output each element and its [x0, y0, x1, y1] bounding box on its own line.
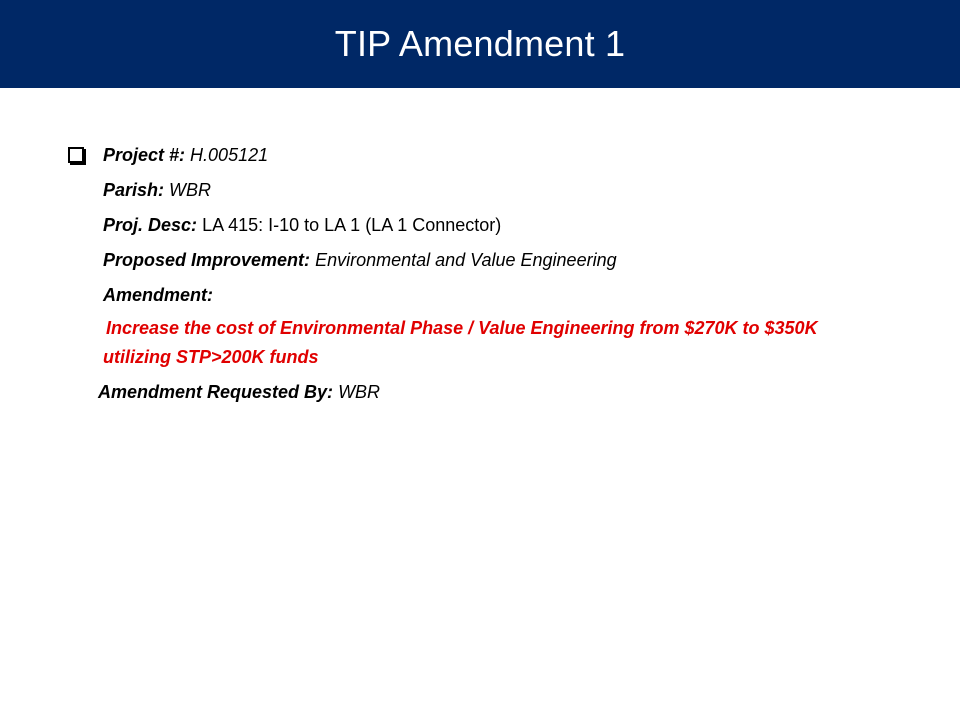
slide-title: TIP Amendment 1	[334, 23, 626, 64]
amendment-text: Increase the cost of Environmental Phase / Value Engineering from $270K to $350K utilizing STP>200K funds	[103, 318, 818, 367]
amendment-label: Amendment:	[103, 285, 214, 305]
proposed-improvement-value: Environmental and Value Engineering	[315, 250, 617, 270]
square-checkbox-icon	[68, 147, 84, 163]
project-description-line	[103, 214, 501, 236]
amendment-requested-label: Amendment Requested By:	[98, 382, 334, 402]
project-description-label: Proj. Desc:	[103, 215, 198, 235]
project-number-line	[103, 144, 268, 166]
project-number-label: Project #:	[103, 145, 186, 165]
parish-label: Parish:	[103, 180, 165, 200]
proposed-improvement-label: Proposed Improvement:	[103, 250, 311, 270]
amendment-requested-value: WBR	[338, 382, 381, 402]
amendment-line	[103, 284, 213, 306]
amendment-requested-line	[98, 381, 380, 403]
proposed-improvement-line	[103, 249, 617, 271]
project-number-value: H.005121	[190, 145, 269, 165]
parish-line	[103, 179, 211, 201]
parish-value: WBR	[169, 180, 212, 200]
project-description-value: LA 415: I-10 to LA 1 (LA 1 Connector)	[202, 215, 502, 235]
